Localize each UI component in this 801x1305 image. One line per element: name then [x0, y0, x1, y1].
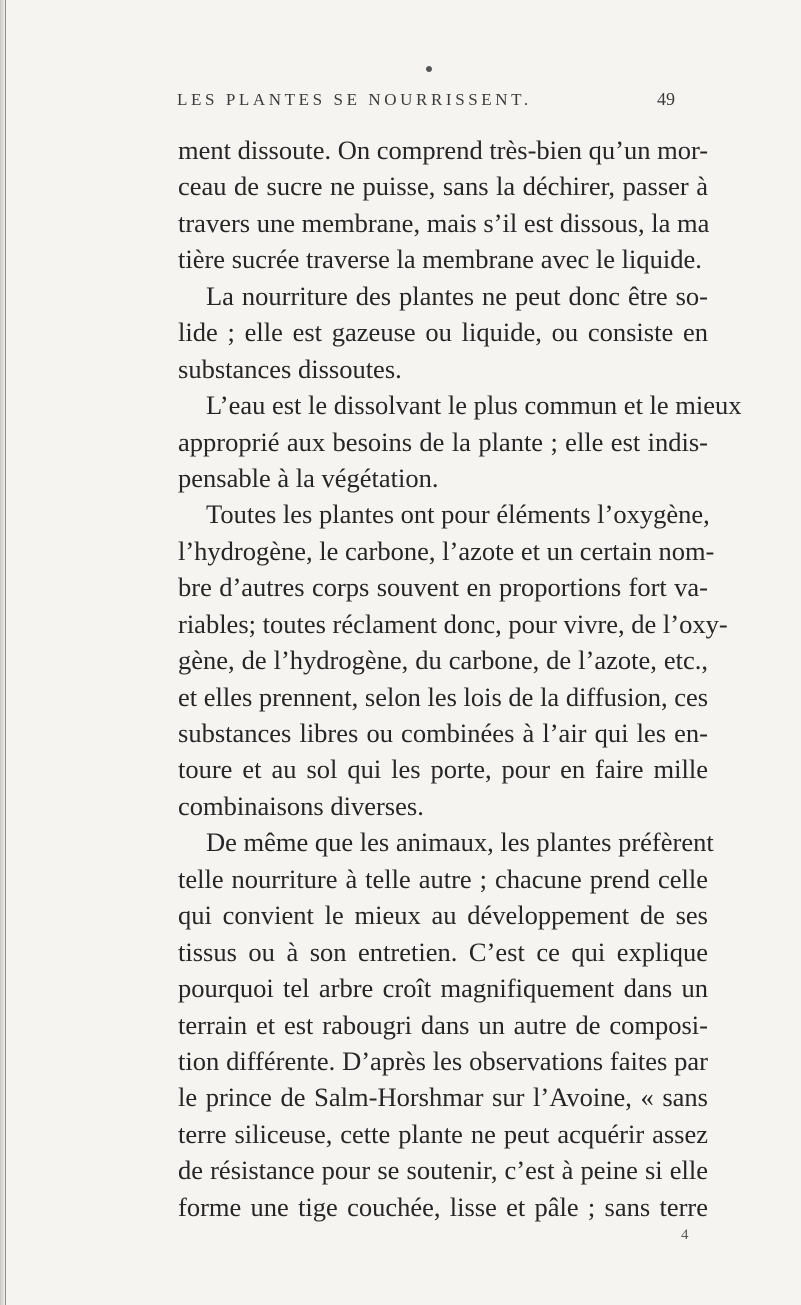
body-text: [178, 132, 742, 1225]
text-line: et elles prennent, selon les lois de la diffusion, ces: [178, 681, 709, 712]
text-line: combinaisons diverses.: [178, 790, 424, 821]
text-line: La nourriture des plantes ne peut donc être so-: [206, 280, 708, 311]
signature-mark: 4: [681, 1227, 689, 1243]
text-line: bre d’autres corps souvent en proportions fort va-: [178, 572, 708, 603]
page-number: 49: [657, 89, 675, 109]
text-line: approprié aux besoins de la plante ; elle est indis-: [178, 426, 708, 457]
text-line: l’hydrogène, le carbone, l’azote et un certain nom-: [178, 535, 715, 566]
text-line: qui convient le mieux au développement de ses: [178, 900, 708, 931]
text-line: ment dissoute. On comprend très-bien qu’un mor-: [178, 135, 709, 165]
text-line: travers une membrane, mais s’il est dissous, la ma: [178, 207, 710, 238]
text-line: pensable à la végétation.: [178, 462, 439, 493]
text-line: De même que les animaux, les plantes préfèrent: [206, 827, 714, 858]
text-line: telle nourriture à telle autre ; chacune prend celle: [178, 863, 708, 894]
text-line: de résistance pour se soutenir, c’est à peine si elle: [178, 1155, 708, 1186]
text-line: gène, de l’hydrogène, du carbone, de l’azote, etc.,: [178, 645, 708, 676]
text-line: tissus ou à son entretien. C’est ce qui explique: [178, 936, 708, 967]
text-line: pourquoi tel arbre croît magnifiquement dans un: [178, 973, 708, 1004]
ornament-dot: [426, 66, 432, 72]
text-line: terre siliceuse, cette plante ne peut acquérir assez: [178, 1118, 708, 1149]
text-line: toure et au sol qui les porte, pour en faire mille: [178, 754, 708, 785]
text-line: substances libres ou combinées à l’air qui les en-: [178, 718, 708, 748]
text-line: tière sucrée traverse la membrane avec le liquide.: [178, 244, 702, 275]
text-line: forme une tige couchée, lisse et pâle ; sans terre: [178, 1191, 708, 1222]
text-line: le prince de Salm-Horshmar sur l’Avoine, « sans: [178, 1082, 708, 1113]
text-line: tion différente. D’après les observations faites par: [178, 1045, 708, 1076]
text-line: substances dissoutes.: [178, 353, 402, 384]
text-line: terrain et est rabougri dans un autre de composi-: [178, 1009, 708, 1040]
text-line: Toutes les plantes ont pour éléments l’oxygène,: [206, 499, 710, 530]
text-line: lide ; elle est gazeuse ou liquide, ou consiste en: [178, 317, 708, 348]
text-line: ceau de sucre ne puisse, sans la déchirer, passer à: [178, 171, 708, 202]
text-line: L’eau est le dissolvant le plus commun et le mieux: [206, 390, 742, 421]
running-head: LES PLANTES SE NOURRISSENT.: [177, 90, 532, 109]
text-line: riables; toutes réclament donc, pour vivre, de l’oxy-: [178, 608, 728, 639]
